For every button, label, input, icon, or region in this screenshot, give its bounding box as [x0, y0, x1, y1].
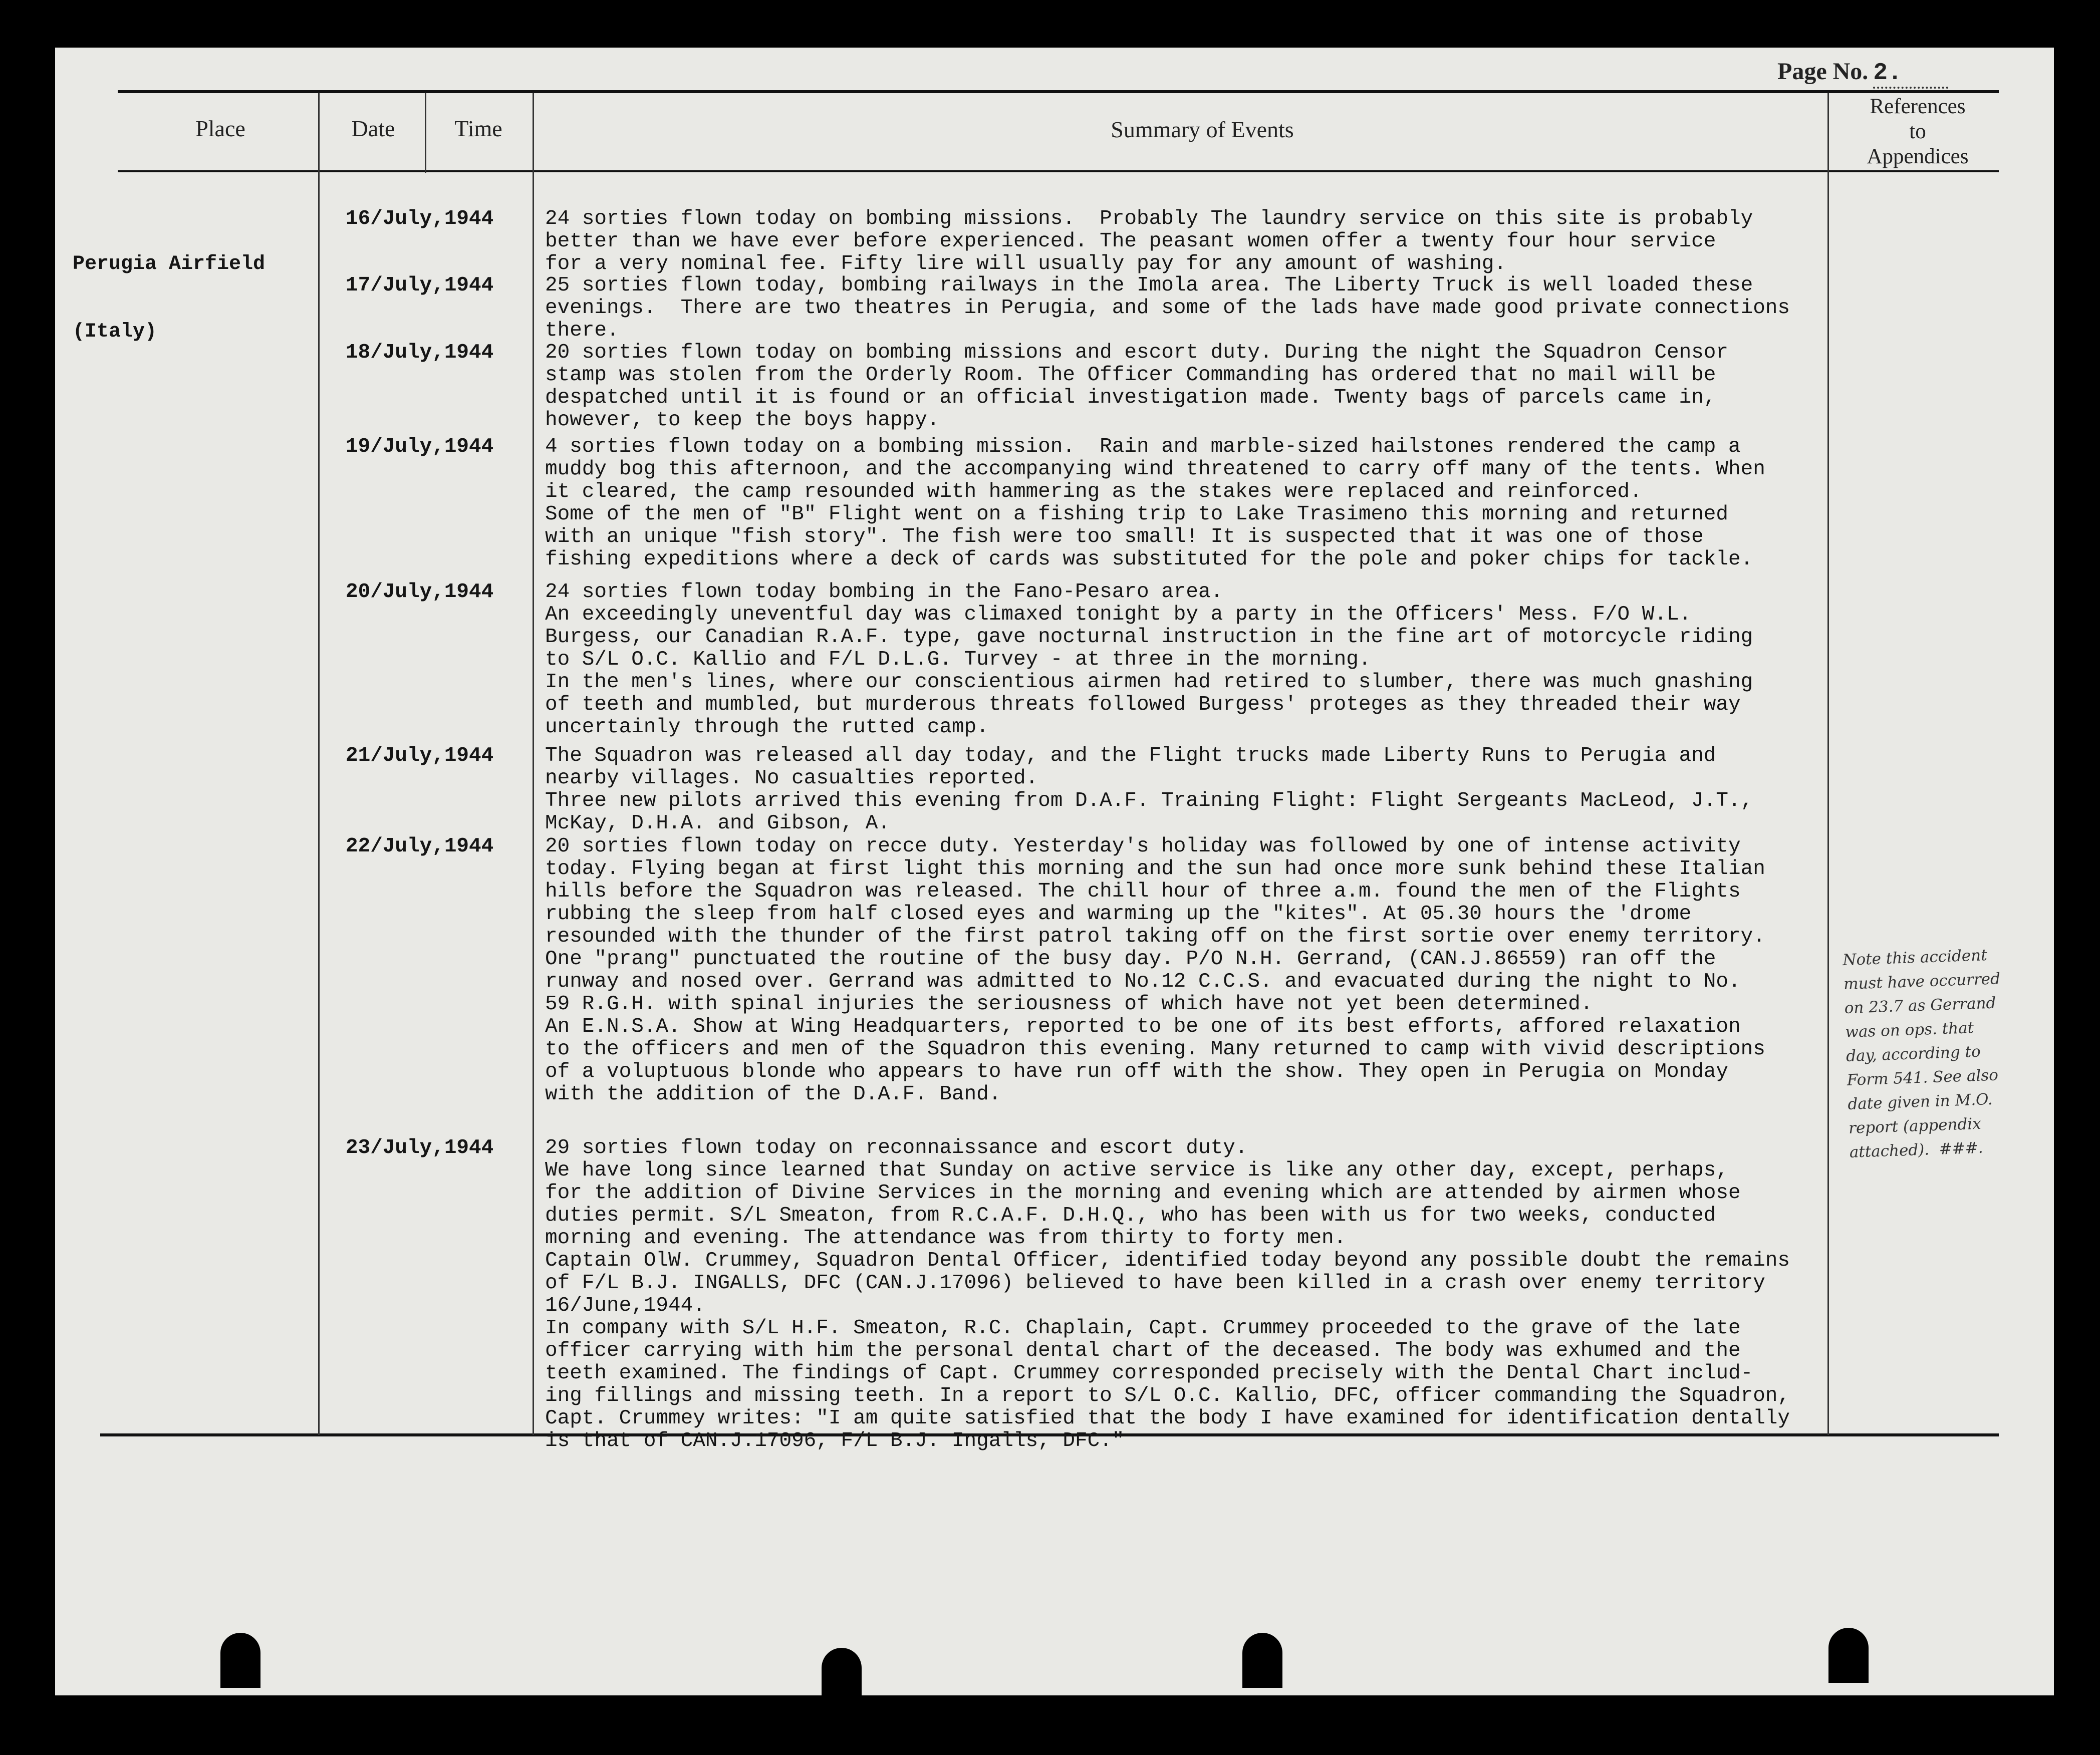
summary-22-july: 20 sorties flown today on recce duty. Yesterday's holiday was followed by one of intense activity today. Flying began at first light this morning and the sun had once more sunk behind these Italian hills before the Squadron was released. The chill hour of three a.m. found the men of the Flights rubbing the sleep from half closed eyes and warming up the "kites". At 05.30 hours the 'drome resounded with the thunder of the first patrol taking off on the first sortie over enemy territory. One "prang" punctuated the routine of the busy day. P/O N.H. Gerrand, (CAN.J.86559) ran off the runway and nosed over. Gerrand was admitted to No.12 C.C.S. and evacuated during the night to No. 59 R.G.H. with spinal injuries the seriousness of which have not yet been determined. An E.N.S.A. Show at Wing Headquarters, reported to be one of its best efforts, affored relaxation to the officers and men of the Squadron this evening. Many returned to camp with vivid descriptions of a voluptuous blonde who appears to have run off with the show. They open in Perugia on Monday with the addition of the D.A.F. Band. [545, 835, 1765, 1106]
date-23-july: 23/July,1944 [346, 1136, 494, 1159]
date-16-july: 16/July,1944 [346, 207, 494, 230]
summary-19-july: 4 sorties flown today on a bombing mission. Rain and marble-sized hailstones rendered the camp a muddy bog this afternoon, and the accompanying wind threatened to carry off many of the tents. When it cleared, the camp resounded with hammering as the stakes were replaced and reinforced. Some of the men of "B" Flight went on a fishing trip to Lake Trasimeno this morning and returned with an unique "fish story". The fish were too small! It is suspected that it was one of those fishing expeditions where a deck of cards was substituted for the pole and poker chips for tackle. [545, 435, 1765, 571]
divider-time-summary [533, 93, 534, 1435]
binder-hole-1 [220, 1633, 260, 1688]
summary-18-july: 20 sorties flown today on bombing missions and escort duty. During the night the Squadron Censor stamp was stolen from the Orderly Room. The Officer Commanding has ordered that no mail will be despatched until it is found or an official investigation made. Twenty bags of parcels came in, however, to keep the boys happy. [545, 341, 1728, 432]
date-20-july: 20/July,1944 [346, 580, 494, 604]
binder-hole-3 [1242, 1633, 1282, 1688]
summary-17-july: 25 sorties flown today, bombing railways in the Imola area. The Liberty Truck is well loaded these evenings. There are two theatres in Perugia, and some of the lads have made good private connections there. [545, 274, 1790, 342]
divider-date-time [425, 93, 426, 173]
page-number [1777, 58, 1948, 89]
binder-hole-2 [822, 1648, 862, 1703]
summary-20-july: 24 sorties flown today bombing in the Fano-Pesaro area. An exceedingly uneventful day was climaxed tonight by a party in the Officers' Mess. F/O W.L. Burgess, our Canadian R.A.F. type, gave nocturnal instruction in the fine art of motorcycle riding to S/L O.C. Kallio and F/L D.L.G. Turvey - at three in the morning. In the men's lines, where our conscientious airmen had retired to slumber, there was much gnashing of teeth and mumbled, but murderous threats followed Burgess' proteges as they threaded their way uncertainly through the rutted camp. [545, 580, 1753, 739]
column-date: Date [351, 116, 395, 141]
summary-16-july: 24 sorties flown today on bombing missions. Probably The laundry service on this site is probably better than we have ever before experienced. The peasant women offer a twenty four hour service for a very nominal fee. Fifty lire will usually pay for any amount of washing. [545, 207, 1753, 275]
place-line-2: (Italy) [73, 321, 157, 343]
column-summary: Summary of Events [1111, 117, 1294, 142]
place-line-1: Perugia Airfield [73, 253, 266, 275]
divider-summary-references [1827, 93, 1829, 1435]
date-21-july: 21/July,1944 [346, 744, 494, 767]
handwritten-note: Note this accident must have occurred on 23.7 as Gerrand was on ops. that day, according to Form 541. See also date given in M.O. report (appendix attached). ###. [1842, 946, 2001, 1161]
date-17-july: 17/July,1944 [346, 274, 494, 297]
column-place: Place [195, 116, 245, 141]
date-19-july: 19/July,1944 [346, 435, 494, 458]
summary-23-july: 29 sorties flown today on reconnaissance and escort duty. We have long since learned that Sunday on active service is like any other day, except, perhaps, for the addition of Divine Services in the morning and evening which are attended by airmen whose duties permit. S/L Smeaton, from R.C.A.F. D.H.Q., who has been with us for two weeks, conducted morning and evening. The attendance was from thirty to forty men. Captain OlW. Crummey, Squadron Dental Officer, identified today beyond any possible doubt the remains of F/L B.J. INGALLS, DFC (CAN.J.17096) believed to have been killed in a crash over enemy territory 16/June,1944. In company with S/L H.F. Smeaton, R.C. Chaplain, Capt. Crummey proceeded to the grave of the late officer carrying with him the personal dental chart of the deceased. The body was exhumed and the teeth examined. The findings of Capt. Crummey corresponded precisely with the Dental Chart includ- ing fillings and missing teeth. In a report to S/L O.C. Kallio, DFC, officer commanding the Squadron, Capt. Crummey writes: "I am quite satisfied that the body I have examined for identification dentally is that of CAN.J.17096, F/L B.J. Ingalls, DFC." [545, 1136, 1790, 1452]
binder-hole-4 [1828, 1628, 1869, 1683]
page-number-value: 2. [1873, 60, 1948, 89]
header-bottom-rule [118, 170, 1999, 172]
place-name [73, 208, 265, 366]
column-references: References to Appendices [1867, 95, 1969, 168]
summary-21-july: The Squadron was released all day today, and the Flight trucks made Liberty Runs to Perugia and nearby villages. No casualties reported. Three new pilots arrived this evening from D.A.F. Training Flight: Flight Sergeants MacLeod, J.T., McKay, D.H.A. and Gibson, A. [545, 744, 1753, 835]
page-label: Page No. [1777, 58, 1869, 85]
date-22-july: 22/July,1944 [346, 835, 494, 858]
header-top-rule [118, 90, 1999, 93]
date-18-july: 18/July,1944 [346, 341, 494, 364]
column-time: Time [454, 116, 502, 141]
divider-place-date [318, 93, 320, 1435]
